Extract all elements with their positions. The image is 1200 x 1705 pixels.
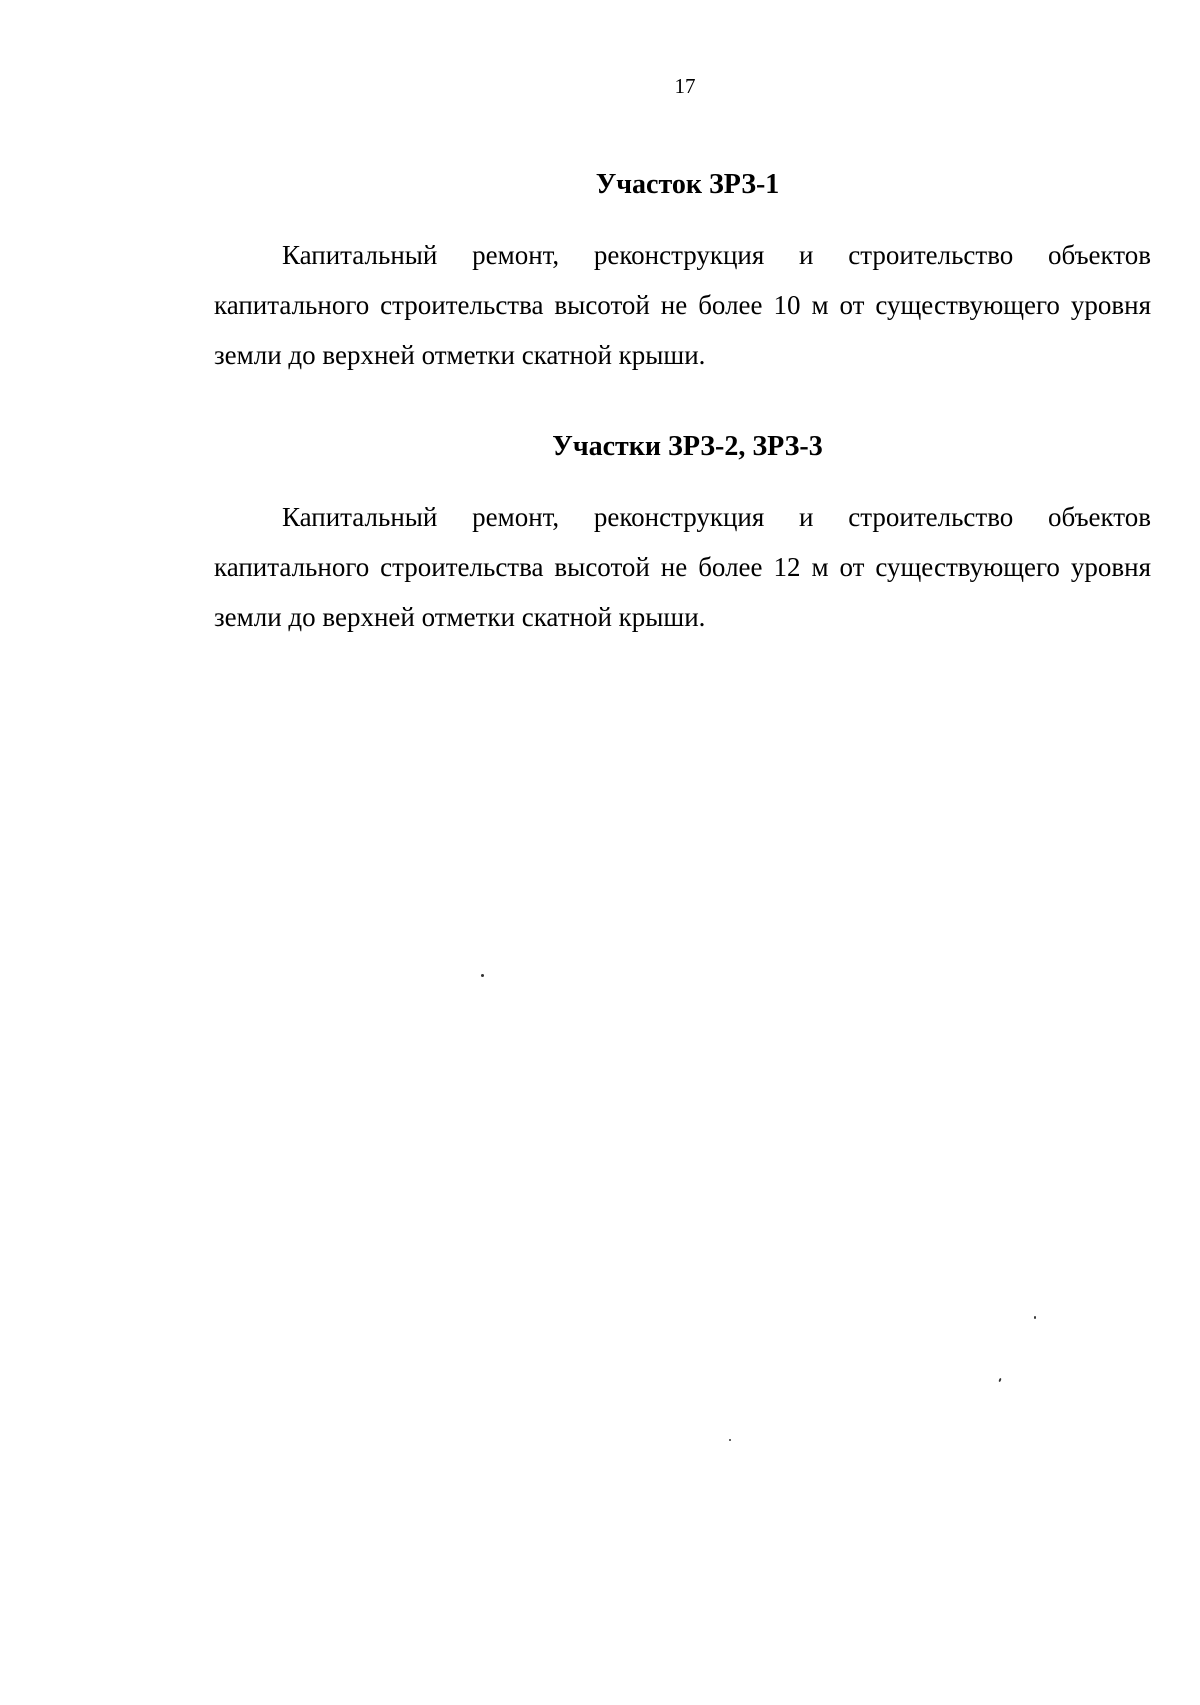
page-number: 17 [674, 74, 696, 98]
section-zrz-1 [214, 168, 1151, 380]
scan-speck [729, 1439, 731, 1441]
scan-speck [1034, 1316, 1036, 1319]
scan-speck [481, 974, 484, 977]
section-heading: Участок ЗРЗ-1 [595, 169, 780, 200]
scan-speck [998, 1378, 1001, 1382]
section-zrz-2-3 [214, 430, 1151, 642]
section-heading: Участки ЗРЗ-2, ЗРЗ-3 [552, 431, 823, 462]
section-paragraph: Капитальный ремонт, реконструкция и строительство объектов капитального строительства высотой не более 12 м от существующего уровня земли до верхней отметки скатной крыши. [214, 502, 1151, 632]
section-paragraph: Капитальный ремонт, реконструкция и строительство объектов капитального строительства высотой не более 10 м от существующего уровня земли до верхней отметки скатной крыши. [214, 240, 1151, 370]
